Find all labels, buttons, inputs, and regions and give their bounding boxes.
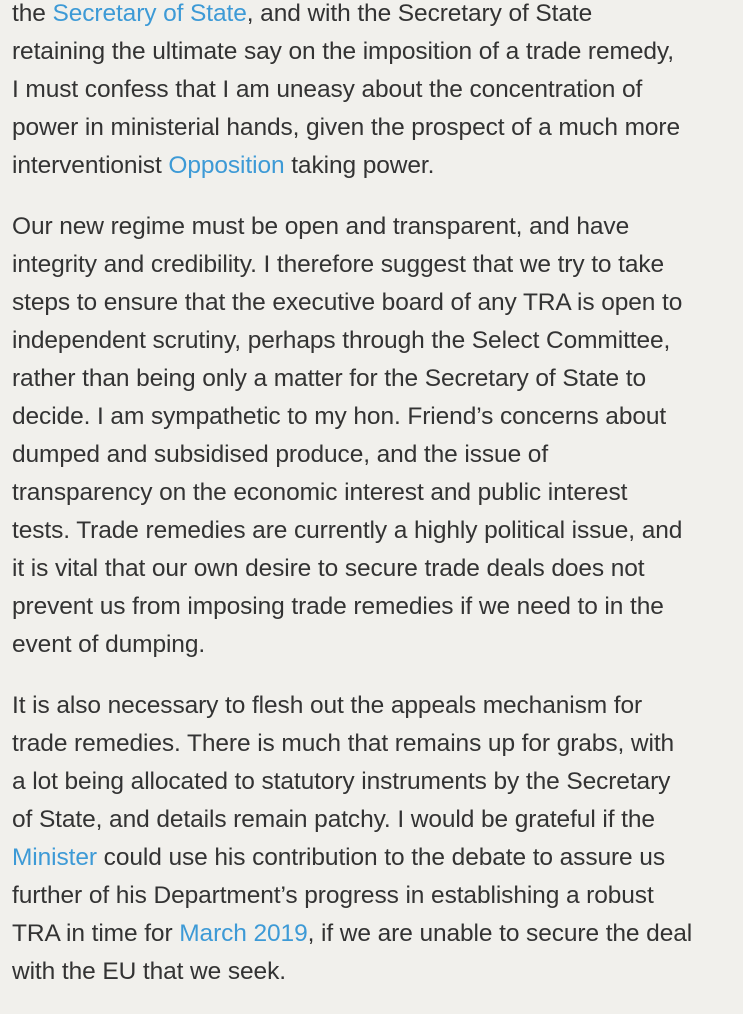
text-segment: a lot being allocated to statutory instruments by the Secretary xyxy=(12,768,671,795)
text-line xyxy=(12,588,737,626)
text-line xyxy=(12,147,737,185)
text-segment: the xyxy=(12,0,53,27)
inline-link[interactable]: Opposition xyxy=(168,152,285,179)
text-line xyxy=(12,284,737,322)
hansard-speech-text xyxy=(12,0,737,1014)
text-segment: , if we are unable to secure the deal xyxy=(307,920,693,947)
text-line xyxy=(12,953,737,991)
text-line xyxy=(12,109,737,147)
text-segment: taking power. xyxy=(284,152,435,179)
text-segment: rather than being only a matter for the Secretary of State to xyxy=(12,365,646,392)
text-line xyxy=(12,877,737,915)
text-line xyxy=(12,322,737,360)
text-line xyxy=(12,398,737,436)
text-line xyxy=(12,512,737,550)
text-line xyxy=(12,208,737,246)
text-segment: prevent us from imposing trade remedies if we need to in the xyxy=(12,593,664,620)
text-segment: tests. Trade remedies are currently a highly political issue, and xyxy=(12,517,683,544)
text-segment: event of dumping. xyxy=(12,631,206,658)
text-segment: transparency on the economic interest and public interest xyxy=(12,479,628,506)
text-line xyxy=(12,550,737,588)
text-segment: dumped and subsidised produce, and the issue of xyxy=(12,441,549,468)
inline-link[interactable]: March 2019 xyxy=(179,920,308,947)
text-segment: with the EU that we seek. xyxy=(12,958,286,985)
text-segment: retaining the ultimate say on the imposition of a trade remedy, xyxy=(12,38,674,65)
text-segment: TRA in time for xyxy=(12,920,180,947)
text-segment: trade remedies. There is much that remains up for grabs, with xyxy=(12,730,675,757)
text-segment: Our new regime must be open and transparent, and have xyxy=(12,213,630,240)
text-segment: It is also necessary to flesh out the appeals mechanism for xyxy=(12,692,643,719)
text-segment: , and with the Secretary of State xyxy=(246,0,593,27)
text-segment: integrity and credibility. I therefore suggest that we try to take xyxy=(12,251,665,278)
text-line xyxy=(12,33,737,71)
text-line xyxy=(12,687,737,725)
text-line xyxy=(12,246,737,284)
text-line xyxy=(12,626,737,664)
paragraph xyxy=(12,0,737,185)
text-segment: it is vital that our own desire to secure trade deals does not xyxy=(12,555,645,582)
text-segment: could use his contribution to the debate to assure us xyxy=(96,844,665,871)
text-line xyxy=(12,915,737,953)
text-line xyxy=(12,360,737,398)
text-line xyxy=(12,436,737,474)
text-segment: of State, and details remain patchy. I would be grateful if the xyxy=(12,806,655,833)
text-segment: independent scrutiny, perhaps through the Select Committee, xyxy=(12,327,671,354)
text-segment: I must confess that I am uneasy about the concentration of xyxy=(12,76,643,103)
text-segment: power in ministerial hands, given the prospect of a much more xyxy=(12,114,680,141)
text-segment: further of his Department’s progress in establishing a robust xyxy=(12,882,654,909)
inline-link[interactable]: Minister xyxy=(12,844,97,871)
text-line xyxy=(12,801,737,839)
text-segment: decide. I am sympathetic to my hon. Friend’s concerns about xyxy=(12,403,667,430)
inline-link[interactable]: Secretary of State xyxy=(52,0,247,27)
paragraph xyxy=(12,687,737,991)
text-line xyxy=(12,839,737,877)
text-line xyxy=(12,71,737,109)
text-segment: interventionist xyxy=(12,152,169,179)
text-line xyxy=(12,725,737,763)
text-line xyxy=(12,0,737,33)
paragraph xyxy=(12,208,737,664)
text-line xyxy=(12,474,737,512)
text-segment: steps to ensure that the executive board of any TRA is open to xyxy=(12,289,683,316)
text-line xyxy=(12,763,737,801)
